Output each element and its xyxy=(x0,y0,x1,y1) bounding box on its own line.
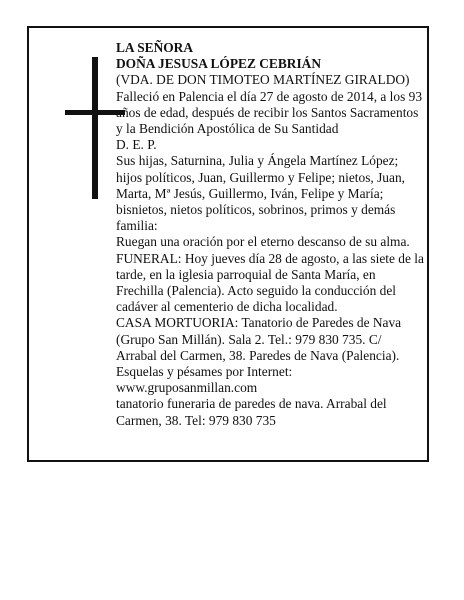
prayer-paragraph: Ruegan una oración por el eterno descanso de su alma. xyxy=(116,234,410,250)
family-paragraph: Sus hijas, Saturnina, Julia y Ángela Martínez López; hijos políticos, Juan, Guillermo y Felipe; nietos, Juan, Marta, Mª Jesús, Guillermo, Iván, Felipe y María; bisnietos, nietos políticos, sobrinos, primos y demás familia: xyxy=(116,153,405,234)
death-paragraph: Falleció en Palencia el día 27 de agosto de 2014, a los 93 años de edad, después de recibir los Santos Sacramentos y la Bendición Apostólica de Su Santidad xyxy=(116,88,423,137)
notice-title: LA SEÑORA xyxy=(116,40,194,55)
deceased-name: DOÑA JESUSA LÓPEZ CEBRIÁN xyxy=(116,56,321,72)
rest-in-peace: D. E. P. xyxy=(116,137,157,153)
funeral-paragraph: FUNERAL: Hoy jueves día 28 de agosto, a las siete de la tarde, en la iglesia parroquial de Santa María, en Frechilla (Palencia). Acto seguido la conducción del cadáver al cementerio de dicha localidad. xyxy=(116,250,424,315)
website-link[interactable]: www.gruposanmillan.com xyxy=(116,380,258,396)
footer-paragraph: tanatorio funeraria de paredes de nava. Arrabal del Carmen, 38. Tel: 979 830 735 xyxy=(116,396,387,428)
condolences-line: Esquelas y pésames por Internet: xyxy=(116,364,293,380)
widow-of: (VDA. DE DON TIMOTEO MARTÍNEZ GIRALDO) xyxy=(116,72,410,88)
funeral-home-paragraph: CASA MORTUORIA: Tanatorio de Paredes de Nava (Grupo San Millán). Sala 2. Tel.: 979 830 735. C/ Arrabal del Carmen, 38. Paredes de Nava (Palencia). xyxy=(116,315,402,363)
obituary-notice xyxy=(27,26,429,462)
cross-vertical-bar xyxy=(92,57,98,199)
notice-text xyxy=(116,40,424,429)
